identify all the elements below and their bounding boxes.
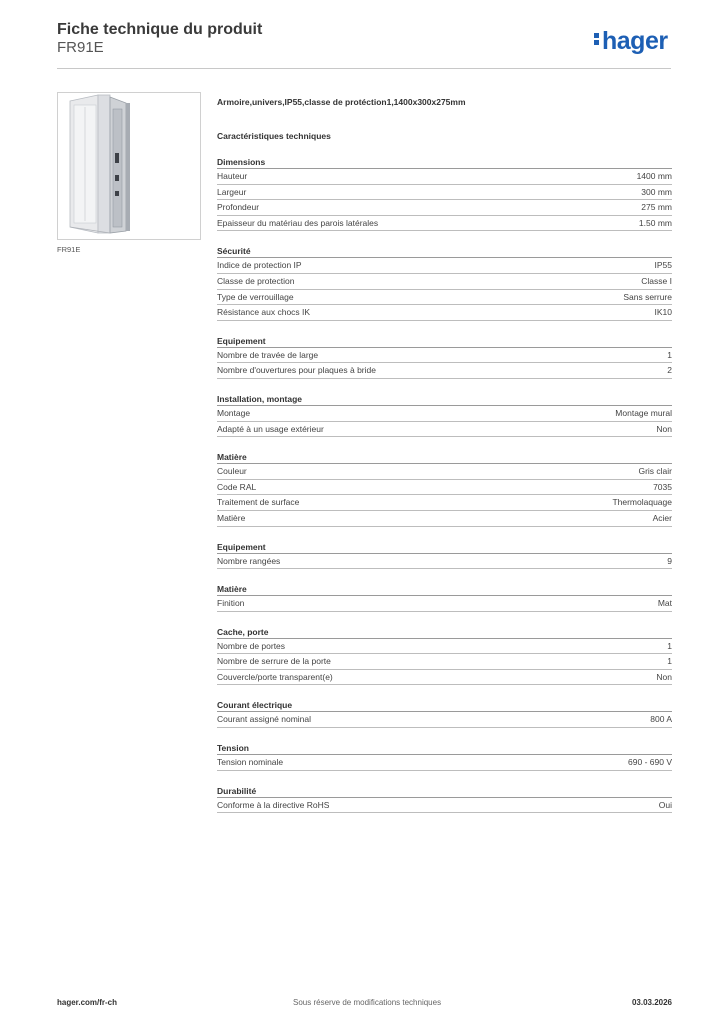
spec-group-title: Installation, montage — [217, 393, 672, 406]
spec-label: Profondeur — [217, 202, 260, 213]
spec-group — [217, 626, 672, 686]
product-image — [57, 92, 201, 240]
spec-row — [217, 670, 672, 686]
spec-label: Nombre de portes — [217, 640, 286, 651]
spec-row — [217, 216, 672, 232]
spec-group-title: Equipement — [217, 335, 672, 348]
spec-label: Montage — [217, 407, 251, 418]
spec-value: 9 — [667, 555, 672, 566]
spec-value: Montage mural — [615, 407, 672, 418]
spec-value: Sans serrure — [623, 291, 672, 302]
spec-row — [217, 305, 672, 321]
spec-row — [217, 185, 672, 201]
spec-value: Thermolaquage — [612, 497, 672, 508]
spec-row — [217, 554, 672, 570]
spec-row — [217, 348, 672, 364]
cabinet-illustration — [58, 93, 200, 239]
spec-group-title: Equipement — [217, 541, 672, 554]
spec-value: Acier — [652, 512, 672, 523]
spec-value: 2 — [667, 365, 672, 376]
spec-value: 1 — [667, 656, 672, 667]
spec-row — [217, 596, 672, 612]
spec-row — [217, 654, 672, 670]
spec-group — [217, 742, 672, 771]
spec-label: Type de verrouillage — [217, 291, 294, 302]
product-code: FR91E — [57, 39, 104, 56]
spec-row — [217, 798, 672, 814]
spec-group — [217, 541, 672, 570]
spec-row — [217, 511, 672, 527]
spec-row — [217, 422, 672, 438]
spec-row — [217, 495, 672, 511]
footer-notice: Sous réserve de modifications techniques — [293, 998, 442, 1007]
spec-value: 1 — [667, 349, 672, 360]
spec-label: Matière — [217, 512, 246, 523]
image-caption: FR91E — [57, 245, 81, 254]
footer-website: hager.com/fr-ch — [57, 998, 118, 1007]
spec-label: Conforme à la directive RoHS — [217, 799, 330, 810]
spec-value: 1.50 mm — [638, 217, 672, 228]
spec-row — [217, 363, 672, 379]
spec-group-title: Dimensions — [217, 156, 672, 169]
header-divider — [57, 68, 671, 69]
spec-label: Nombre rangées — [217, 555, 281, 566]
spec-label: Nombre de travée de large — [217, 349, 319, 360]
spec-group — [217, 699, 672, 728]
spec-row — [217, 169, 672, 185]
spec-label: Nombre d'ouvertures pour plaques à bride — [217, 365, 376, 376]
spec-label: Couvercle/porte transparent(e) — [217, 671, 333, 682]
spec-row — [217, 290, 672, 306]
spec-row — [217, 200, 672, 216]
spec-group — [217, 245, 672, 320]
spec-label: Courant assigné nominal — [217, 714, 312, 725]
spec-row — [217, 464, 672, 480]
spec-group-title: Matière — [217, 451, 672, 464]
spec-value: Gris clair — [638, 466, 672, 477]
spec-group-title: Tension — [217, 742, 672, 755]
spec-group-title: Sécurité — [217, 245, 672, 258]
spec-label: Couleur — [217, 466, 247, 477]
spec-label: Classe de protection — [217, 275, 295, 286]
spec-label: Indice de protection IP — [217, 260, 302, 271]
spec-label: Tension nominale — [217, 757, 284, 768]
spec-group-title: Cache, porte — [217, 626, 672, 639]
spec-group-title: Durabilité — [217, 785, 672, 798]
spec-group-title: Matière — [217, 583, 672, 596]
page-title: Fiche technique du produit — [57, 21, 263, 38]
hager-logo — [594, 26, 668, 56]
spec-value: 1400 mm — [636, 171, 672, 181]
spec-group — [217, 156, 672, 231]
spec-group — [217, 451, 672, 526]
spec-value: 7035 — [653, 481, 672, 492]
spec-value: Non — [656, 423, 672, 434]
spec-group — [217, 335, 672, 379]
spec-label: Hauteur — [217, 171, 248, 181]
spec-row — [217, 480, 672, 496]
spec-group — [217, 393, 672, 437]
product-description: Armoire,univers,IP55,classe de protéction1,1400x300x275mm — [217, 97, 466, 107]
spec-row — [217, 274, 672, 290]
spec-label: Finition — [217, 598, 245, 609]
spec-value: Classe I — [641, 275, 672, 286]
spec-value: Oui — [658, 799, 672, 810]
spec-row — [217, 639, 672, 655]
spec-value: 1 — [667, 640, 672, 651]
spec-value: Non — [656, 671, 672, 682]
spec-group-title: Courant électrique — [217, 699, 672, 712]
spec-value: 690 - 690 V — [628, 757, 672, 768]
spec-label: Adapté à un usage extérieur — [217, 423, 324, 434]
spec-value: IP55 — [654, 260, 672, 271]
section-title: Caractéristiques techniques — [217, 131, 331, 141]
spec-row — [217, 712, 672, 728]
spec-sheet — [217, 96, 672, 813]
spec-row — [217, 406, 672, 422]
spec-value: 800 A — [650, 714, 672, 725]
footer-date: 03.03.2026 — [631, 998, 672, 1007]
logo-text: hager — [602, 27, 668, 55]
logo-dots-icon — [594, 31, 599, 47]
spec-group — [217, 583, 672, 612]
spec-row — [217, 258, 672, 274]
spec-label: Nombre de serrure de la porte — [217, 656, 331, 667]
spec-groups — [217, 156, 672, 813]
spec-label: Epaisseur du matériau des parois latérales — [217, 217, 379, 228]
spec-row — [217, 755, 672, 771]
spec-label: Traitement de surface — [217, 497, 300, 508]
spec-value: 300 mm — [641, 186, 672, 197]
spec-label: Code RAL — [217, 481, 257, 492]
spec-value: Mat — [657, 598, 672, 609]
spec-group — [217, 785, 672, 814]
spec-value: 275 mm — [641, 202, 672, 213]
spec-label: Largeur — [217, 186, 247, 197]
spec-value: IK10 — [654, 307, 672, 318]
spec-label: Résistance aux chocs IK — [217, 307, 311, 318]
